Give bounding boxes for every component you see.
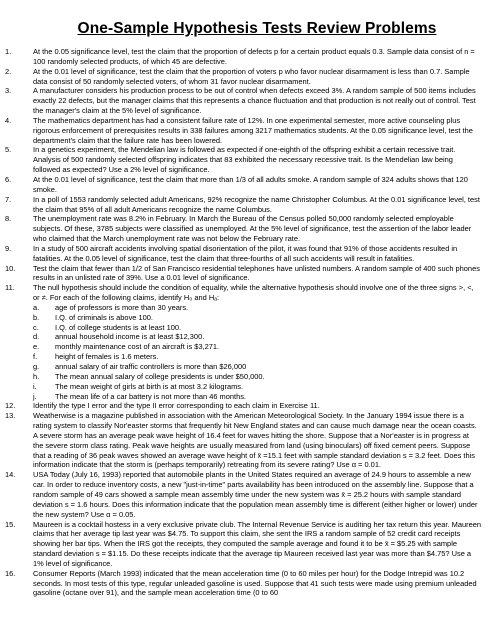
problem-number: 10. xyxy=(5,263,16,273)
claim-item xyxy=(33,313,481,323)
claim-item xyxy=(33,382,481,392)
claim-item xyxy=(33,392,481,402)
problem-item xyxy=(5,214,481,244)
claim-text: annual salary of air traffic controllers is more than $26,000 xyxy=(55,362,247,371)
problem-text: The mathematics department has had a consistent failure rate of 12%. In one experimental semester, more active counseling plus rigorous enforcement of prerequisites results in 338 failures among 3217 mathematics students. At the 0.05 significance level, test the department's claim that the failure rate has been lowered. xyxy=(33,115,473,145)
claim-text: I.Q. of criminals is above 100. xyxy=(55,312,153,322)
claim-letter: d. xyxy=(33,332,40,342)
problem-text: In a genetics experiment, the Mendelian law is followed as expected if one-eighth of the offspring exhibit a certain recessive trait. Analysis of 500 randomly selected offspring indicates that 83 exhibited the necessary recessive trait. Is the Mendelian law being followed as expected? Use a 2% level of significance. xyxy=(33,145,456,175)
problem-item xyxy=(5,86,481,116)
claim-letter: c. xyxy=(33,322,39,332)
problem-text: Test the claim that fewer than 1/2 of San Francisco residential telephones have unlisted numbers. A random sample of 400 such phones results in an unlisted rate of 39%. Use a 0.01 level of significance. xyxy=(33,263,480,283)
problem-item xyxy=(5,401,481,411)
problem-item xyxy=(5,411,481,470)
problem-item xyxy=(5,47,481,67)
claim-text: monthly maintenance cost of an aircraft is $3,271. xyxy=(55,342,220,352)
claim-item xyxy=(33,372,481,382)
problem-number: 16. xyxy=(5,568,16,578)
problem-item xyxy=(5,174,481,195)
claim-text: height of females is 1.6 meters. xyxy=(55,352,159,362)
problem-text: Consumer Reports (March 1993) indicated that the mean acceleration time (0 to 60 miles per hour) for the Dodge Intrepid was 10.2 seconds. In most tests of this type, regular unleaded gasoline is used. Suppose that 41 such tests were made using premium unleaded gasoline (octane over 91), and the sample mean acceleration time (0 to 60 xyxy=(33,568,477,598)
claim-text: The mean weight of girls at birth is at most 3.2 kilograms. xyxy=(55,381,244,391)
document-title: One-Sample Hypothesis Tests Review Problems xyxy=(77,20,437,37)
problem-item xyxy=(5,66,481,87)
claim-text: The mean life of a car battery is not more than 46 months. xyxy=(55,391,246,401)
problem-number: 4. xyxy=(5,115,12,125)
problem-number: 15. xyxy=(5,519,16,529)
claim-letter: e. xyxy=(33,342,40,352)
claim-letter: b. xyxy=(33,312,40,322)
claim-text: I.Q. of college students is at least 100. xyxy=(55,322,182,332)
claim-letter: f. xyxy=(33,352,38,362)
problem-text: Identify the type I error and the type II error corresponding to each claim in Exercise 11. xyxy=(33,401,320,411)
problem-text: A manufacturer considers his production process to be out of control when defects exceed 3%. A random sample of 500 items includes exactly 22 defects, but the manager claims that this represents a chance fluctuation and that production is not really out of control. Test the manager's claim at the 5% level of significance. xyxy=(33,86,476,116)
problem-number: 7. xyxy=(5,194,12,204)
claim-letter: a. xyxy=(33,302,40,312)
claim-letter: i. xyxy=(33,381,37,391)
problem-item xyxy=(5,243,481,264)
claim-item xyxy=(33,352,481,362)
problem-text: In a poll of 1553 randomly selected adult Americans, 92% recognize the name Christopher Columbus. At the 0.01 significance level, test the claim that 95% of all adult Americans recognize the name Columbus. xyxy=(33,194,480,214)
problem-item xyxy=(5,470,481,519)
claim-letter: g. xyxy=(33,362,40,371)
problem-text: At the 0.01 level of significance, test the claim that more than 1/3 of all adults smoke. A random sample of 324 adults shows that 120 smoke. xyxy=(33,174,468,194)
problem-number: 13. xyxy=(5,411,16,421)
problem-number: 3. xyxy=(5,86,12,96)
problem-text: Maureen is a cocktail hostess in a very exclusive private club. The Internal Revenue Service is auditing her tax return this year. Maureen claims that her average tip last year was $4.75. To support this claim, she sent the IRS a random sample of 52 credit card receipts showing her bar tips. When the IRS got the receipts, they computed the sample average and found it to be x̄ = $5.25 with sample standard deviation s = $1.15. Do these receipts indicate that the average tip Maureen received last year was more than $4.75? Use a 1% level of significance. xyxy=(33,519,481,568)
problem-text: USA Today (July 16, 1993) reported that automobile plants in the United States required an average of 24.9 hours to assemble a new car. In order to reduce inventory costs, a new "just-in-time" parts availability has been introduced on the assembly line. Suppose that a random sample of 49 cars showed a sample mean assembly time under the new system was x̄ = 25.2 hours with sample standard deviation s = 1.6 hours. Does this information indicate that the population mean assembly time is different (either higher or lower) under the new system? Use α = 0.05. xyxy=(33,470,478,519)
problem-number: 2. xyxy=(5,66,12,76)
problem-item xyxy=(5,194,481,215)
problem-number: 12. xyxy=(5,401,16,411)
problem-item xyxy=(5,519,481,569)
problem-item xyxy=(5,263,481,284)
problem-text: The null hypothesis should include the condition of equality, while the alternative hypothesis should involve one of the three signs >, <, or ≠. For each of the following claims, identify H₀ and Hₐ: xyxy=(33,283,474,303)
problem-number: 9. xyxy=(5,243,12,253)
problem-item xyxy=(5,283,481,401)
claim-item xyxy=(33,303,481,313)
claim-item xyxy=(33,362,481,372)
claim-item xyxy=(33,342,481,352)
problem-number: 6. xyxy=(5,174,12,184)
claim-list xyxy=(33,303,481,401)
claim-text: The mean annual salary of college presidents is under $50,000. xyxy=(55,371,265,381)
problem-item xyxy=(5,568,481,599)
problem-number: 14. xyxy=(5,470,16,480)
claim-text: age of professors is more than 30 years. xyxy=(55,302,189,312)
problem-item xyxy=(5,115,481,146)
problem-text: The unemployment rate was 8.2% in February. In March the Bureau of the Census polled 50,000 randomly selected employable subjects. Of these, 3785 subjects were classified as unemployed. At the 5% level of significance, test the assertion of the labor leader who claimed that the March unemployment rate was not below the February rate. xyxy=(33,214,472,244)
problem-text: Weatherwise is a magazine published in association with the American Meteorological Society. In the January 1994 issue there is a rating system to classify Nor'easter storms that frequently hit New England states and can cause much damage near the ocean coasts. A severe storm has an average peak wave height of 16.4 feet for waves hitting the shore. Suppose that a Nor'easter is in progress at the severe storm class rating. Peak wave heights are usually measured from land (using binoculars) off fixed cement peers. Suppose that a reading of 36 peak waves showed an average wave height of x̄ =15.1 feet with sample standard deviation s = 3.2 feet. Does this information indicate that the storm is (perhaps temporarily) retreating from its severe rating? Use α = 0.01. xyxy=(33,411,477,470)
claim-letter: j. xyxy=(33,391,37,401)
problem-number: 11. xyxy=(5,283,15,293)
problem-text: In a study of 500 aircraft accidents involving spatial disorientation of the pilot, it was found that 91% of those accidents resulted in fatalities. At the 0.05 level of significance, test the claim that three-fourths of all such accidents will result in fatalities. xyxy=(33,243,458,263)
claim-letter: h. xyxy=(33,371,40,381)
problem-item xyxy=(5,145,481,175)
problem-number: 8. xyxy=(5,214,12,224)
problem-list xyxy=(5,47,481,598)
problem-number: 1. xyxy=(5,47,12,56)
claim-item xyxy=(33,323,481,333)
claim-item xyxy=(33,332,481,342)
claim-text: annual household income is at least $12,300. xyxy=(55,332,205,342)
problem-text: At the 0.05 significance level, test the claim that the proportion of defects p for a certain product equals 0.3. Sample data consist of n = 100 randomly selected products, of which 45 are defective. xyxy=(33,47,475,66)
problem-text: At the 0.01 level of significance, test the claim that the proportion of voters p who favor nuclear disarmament is less than 0.7. Sample data consist of 50 randomly selected voters, of whom 31 favor nuclear disarmament. xyxy=(33,66,470,86)
problem-number: 5. xyxy=(5,145,12,155)
